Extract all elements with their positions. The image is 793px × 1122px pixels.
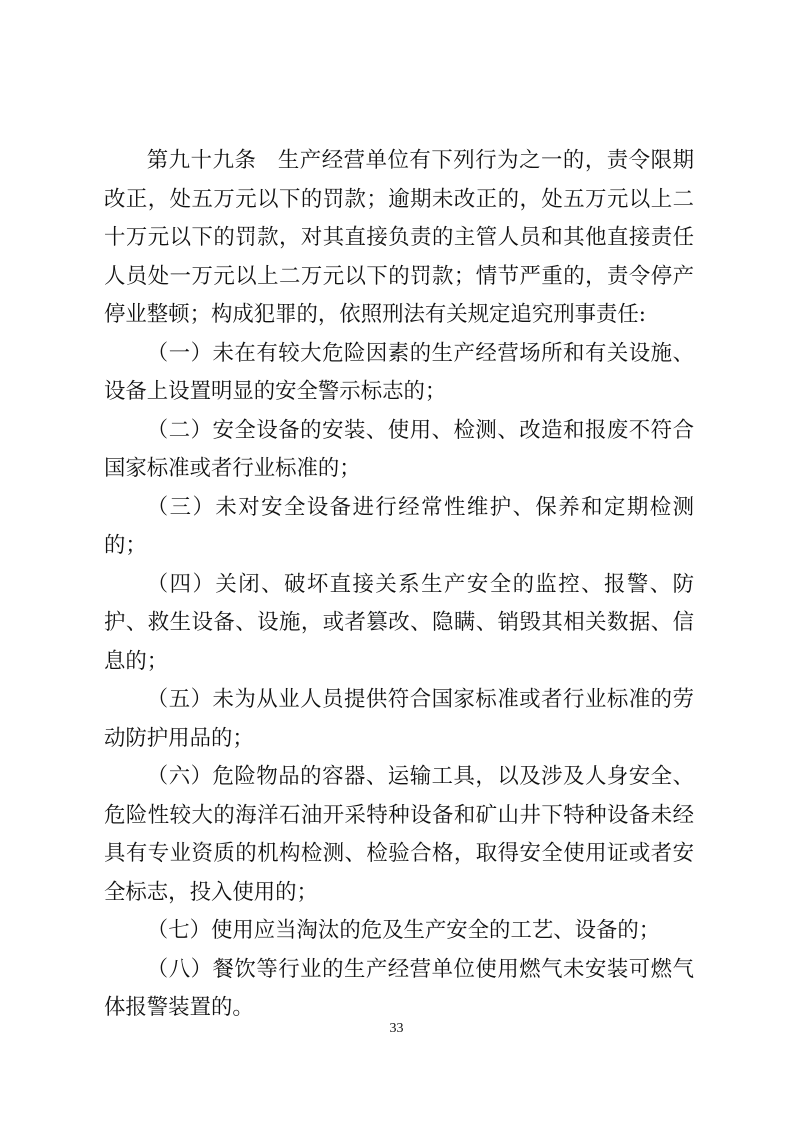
article-intro-paragraph	[104, 142, 694, 335]
article-item-5: （五）未为从业人员提供符合国家标准或者行业标准的劳动防护用品的；	[104, 687, 694, 751]
article-body	[104, 142, 694, 1028]
article-item-2: （二）安全设备的安装、使用、检测、改造和报废不符合国家标准或者行业标准的；	[104, 417, 694, 481]
article-intro-text: 生产经营单位有下列行为之一的，责令限期改正，处五万元以下的罚款；逾期未改正的，处五万元以上二十万元以下的罚款，对其直接负责的主管人员和其他直接责任人员处一万元以上二万元以下的罚款；情节严重的，责令停产停业整顿；构成犯罪的，依照刑法有关规定追究刑事责任:	[104, 148, 694, 327]
page-number: 33	[389, 1021, 404, 1036]
article-item-1: （一）未在有较大危险因素的生产经营场所和有关设施、设备上设置明显的安全警示标志的；	[104, 340, 694, 404]
article-item-8: （八）餐饮等行业的生产经营单位使用燃气未安装可燃气体报警装置的。	[104, 956, 694, 1020]
article-item-4: （四）关闭、破坏直接关系生产安全的监控、报警、防护、救生设备、设施，或者篡改、隐瞒、销毁其相关数据、信息的；	[104, 571, 694, 674]
article-item-7: （七）使用应当淘汰的危及生产安全的工艺、设备的；	[146, 918, 661, 943]
article-number: 第九十九条	[146, 148, 257, 173]
article-item-3: （三）未对安全设备进行经常性维护、保养和定期检测的；	[104, 494, 694, 558]
article-item-6: （六）危险物品的容器、运输工具，以及涉及人身安全、危险性较大的海洋石油开采特种设备和矿山井下特种设备未经具有专业资质的机构检测、检验合格，取得安全使用证或者安全标志，投入使用的；	[104, 764, 694, 905]
